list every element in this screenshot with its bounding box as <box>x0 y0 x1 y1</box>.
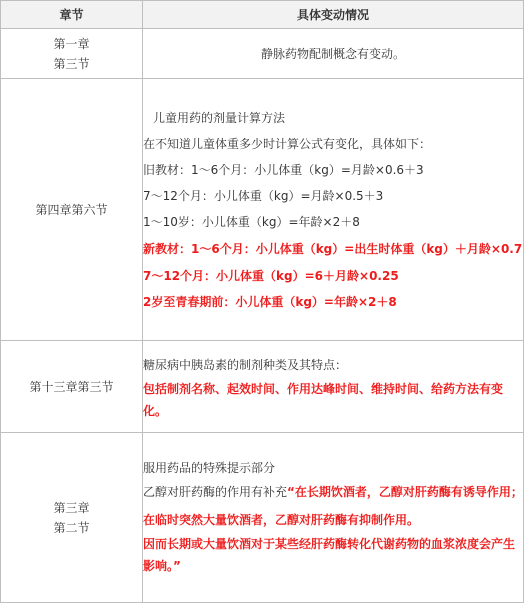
detail-cell <box>143 341 524 433</box>
chapter-line: 第三章 <box>53 500 90 515</box>
table-row <box>1 433 524 603</box>
new-formula: 2岁至青春期前：小儿体重（kg）=年龄×2＋8 <box>143 294 397 309</box>
chapter-cell <box>1 29 143 79</box>
table-row <box>1 29 524 79</box>
intro-text: 在不知道儿童体重多少时计算公式有变化，具体如下： <box>143 136 432 151</box>
header-row <box>1 1 524 29</box>
old-formula: 旧教材：1～6个月：小儿体重（kg）=月龄×0.6＋3 <box>143 162 424 177</box>
chapter-line: 第二节 <box>53 520 90 535</box>
header-details: 具体变动情况 <box>143 1 524 29</box>
new-formula: 7～12个月：小儿体重（kg）=6＋月龄×0.25 <box>143 268 399 283</box>
emphasis-text: 在临时突然大量饮酒者，乙醇对肝药酶有抑制作用。 <box>143 512 420 527</box>
emphasis-text: 因而长期或大量饮酒对于某些经肝药酶转化代谢药物的血浆浓度会产生影响。” <box>143 536 516 573</box>
section-title: 服用药品的特殊提示部分 <box>143 460 276 475</box>
chapter-cell: 第十三章第三节 <box>1 341 143 433</box>
emphasis-text: “在长期饮酒者，乙醇对肝药酶有诱导作用； <box>287 484 523 499</box>
table-row <box>1 79 524 341</box>
chapter-line: 第一章 <box>53 36 90 51</box>
header-chapter: 章节 <box>1 1 143 29</box>
detail-cell <box>143 79 524 341</box>
detail-text: 静脉药物配制概念有变动。 <box>260 47 405 61</box>
section-title: 儿童用药的剂量计算方法 <box>153 110 286 125</box>
old-formula: 1～10岁：小儿体重（kg）=年龄×2＋8 <box>143 214 360 229</box>
lead-text: 乙醇对肝药酶的作用有补充 <box>143 484 288 499</box>
supplement-paragraph <box>143 481 523 503</box>
chapter-line: 第三节 <box>53 56 90 71</box>
old-formula: 7～12个月：小儿体重（kg）=月龄×0.5＋3 <box>143 188 384 203</box>
chapter-cell: 第四章第六节 <box>1 79 143 341</box>
new-formula: 新教材：1～6个月：小儿体重（kg）=出生时体重（kg）＋月龄×0.7 <box>143 241 523 256</box>
table-row <box>1 341 524 433</box>
detail-cell <box>143 29 524 79</box>
emphasis-text: 包括制剂名称、起效时间、作用达峰时间、维持时间、给药方法有变化。 <box>143 381 504 418</box>
section-title: 糖尿病中胰岛素的制剂种类及其特点： <box>143 357 348 372</box>
chapter-cell <box>1 433 143 603</box>
detail-cell <box>143 433 524 603</box>
old-label: 旧教材： <box>143 162 192 177</box>
